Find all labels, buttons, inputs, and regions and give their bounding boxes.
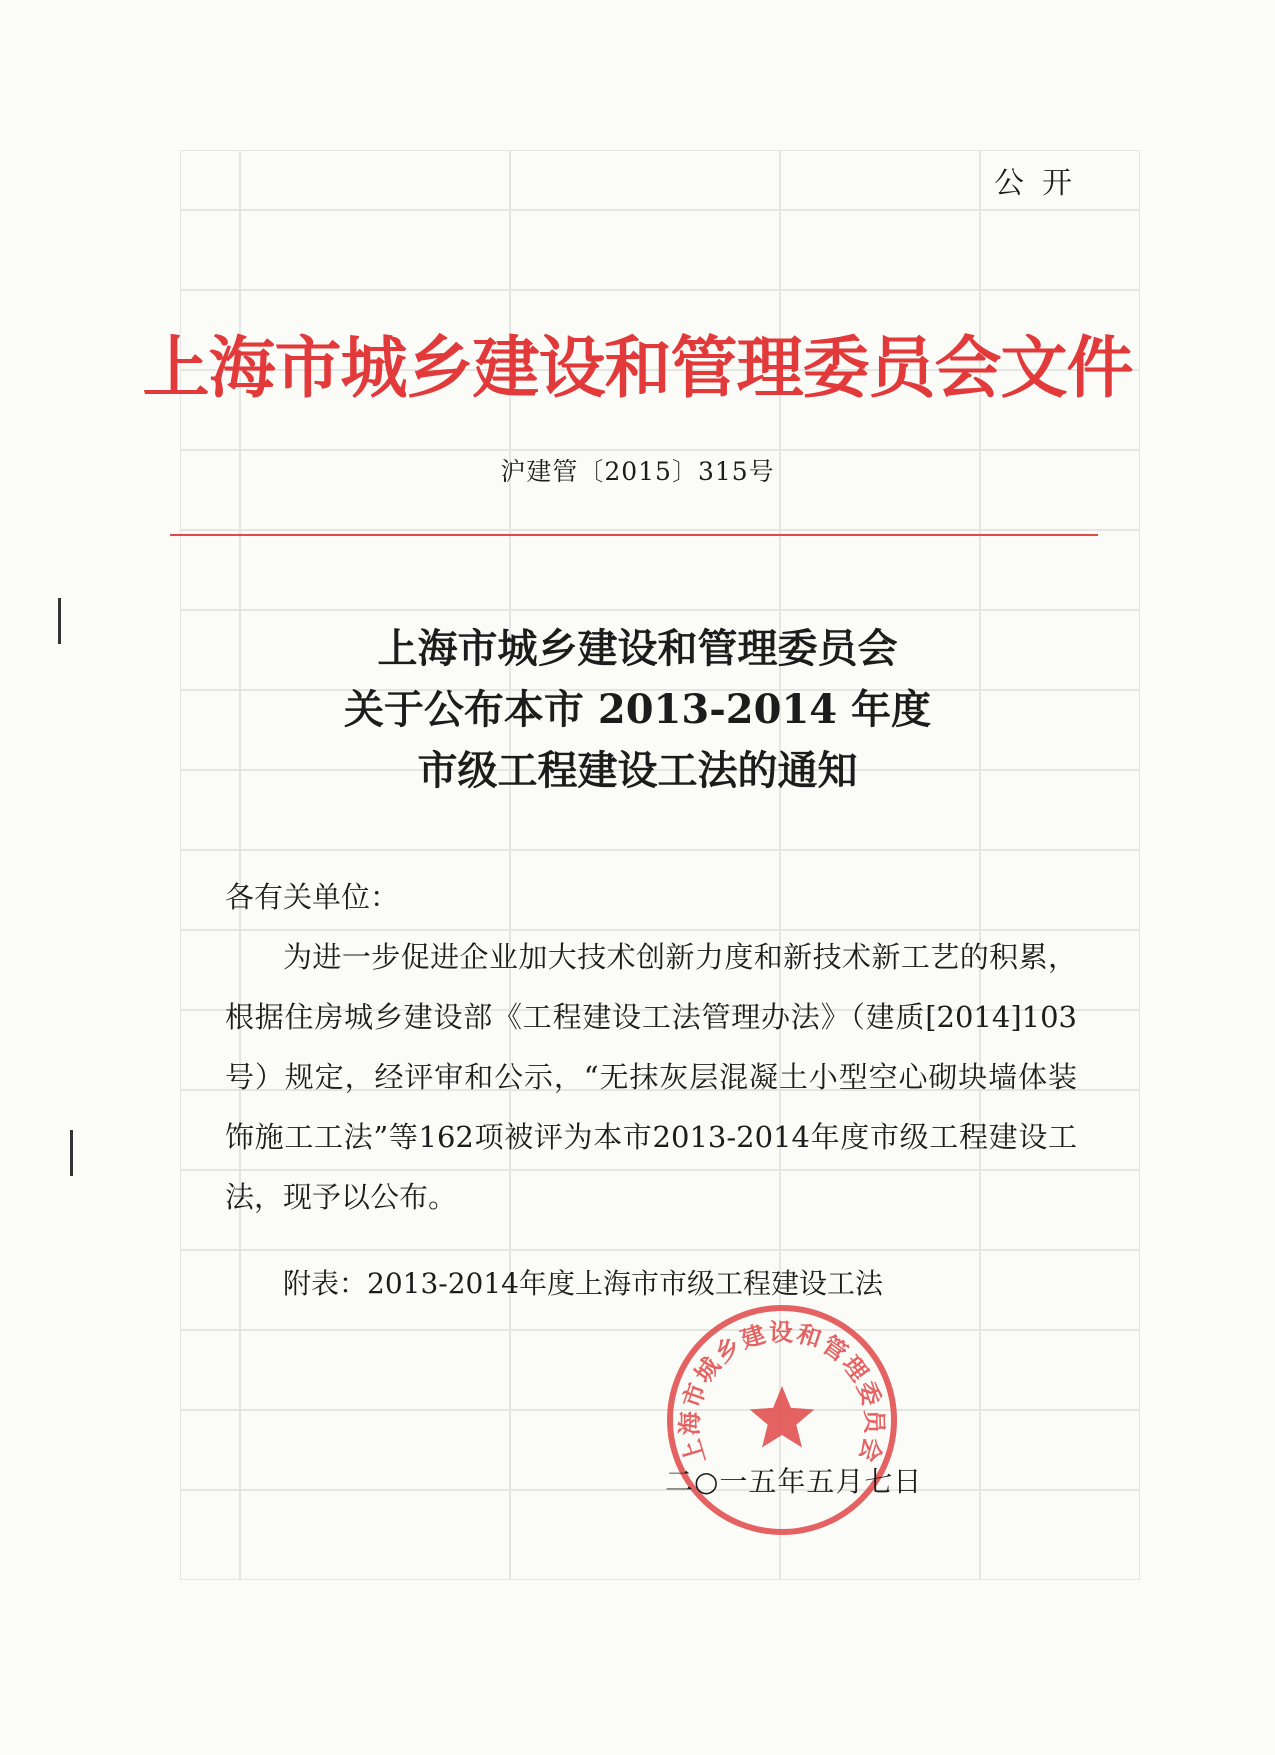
notice-title — [0, 618, 1275, 801]
document-header-title: 上海市城乡建设和管理委员会文件 — [142, 329, 1133, 407]
notice-title-line-1: 上海市城乡建设和管理委员会 — [377, 625, 898, 672]
addressee: 各有关单位： — [225, 880, 400, 914]
staple-mark-bottom — [70, 1130, 73, 1176]
body-paragraph: 为进一步促进企业加大技术创新力度和新技术新工艺的积累，根据住房城乡建设部《工程建设工法管理办法》（建质[2014]103号）规定，经评审和公示，“无抹灰层混凝土小型空心砌块墙体装饰施工工法”等162项被评为本市2013-2014年度市级工程建设工法，现予以公布。 — [225, 940, 1077, 1214]
seal-star-icon — [750, 1386, 815, 1448]
notice-body — [225, 867, 1077, 1227]
public-classification-mark: 公开 — [994, 166, 1090, 201]
document-number: 沪建管〔2015〕315号 — [500, 457, 775, 486]
notice-title-line-2: 关于公布本市 2013-2014 年度 — [343, 686, 932, 733]
notice-title-line-3: 市级工程建设工法的通知 — [417, 747, 858, 794]
issue-date: 二○一五年五月七日 — [665, 1465, 923, 1498]
appendix-line: 附表：2013-2014年度上海市市级工程建设工法 — [283, 1267, 883, 1300]
seal-arc-path-text: 上海市城乡建设和管理委员会 — [675, 1318, 889, 1468]
official-seal-stamp — [662, 1300, 902, 1540]
red-divider-rule — [170, 534, 1098, 536]
